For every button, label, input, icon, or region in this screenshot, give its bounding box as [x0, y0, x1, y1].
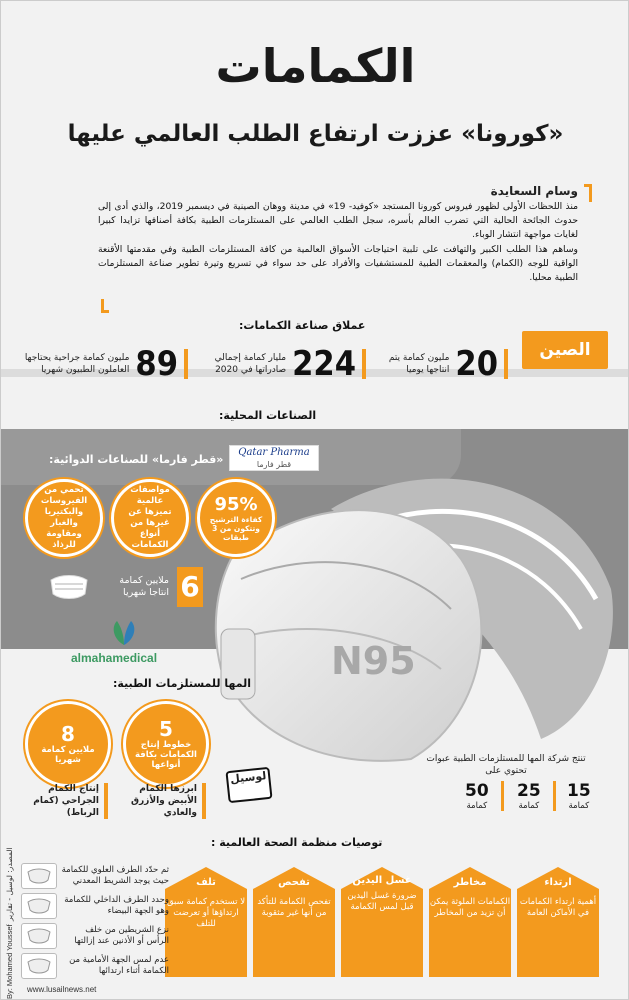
- circle-number: 5: [159, 717, 173, 741]
- china-label: الصين: [522, 331, 608, 369]
- tip-text: نزع الشريطين من خلف الرأس أو الأذنين عند إزالتها: [74, 925, 169, 946]
- card-text: لا تستخدم كمامة سبق ارتداؤها أو تعرضت للتلف: [166, 897, 246, 929]
- qty-separator: [501, 781, 504, 811]
- logo-ar: قطر فارما: [256, 460, 292, 469]
- logo-en: Qatar Pharma: [238, 447, 310, 458]
- who-tip: [21, 863, 169, 889]
- source-text: المصدر: لوسيل - تقارير: [5, 847, 14, 921]
- standards-circle: [111, 479, 189, 557]
- tip-text: وحدد الطرف الداخلي للكمامة وهو الجهة البيضاء: [64, 895, 169, 916]
- who-card-wear: [517, 867, 599, 977]
- qty-number: 25: [517, 781, 541, 801]
- qty-separator: [553, 781, 556, 811]
- who-tip: [21, 893, 169, 919]
- tip-text: ثم حدّد الطرف العلوي للكمامة حيث يوجد الشريط المعدني: [61, 865, 169, 886]
- card-text: تفحص الكمامة للتأكد من أنها غير مثقوبة: [257, 897, 331, 918]
- card-title: ارتداء: [544, 877, 572, 888]
- stat-number: 20: [455, 344, 498, 384]
- almaha-heading: المها للمستلزمات الطبية:: [113, 677, 251, 690]
- monthly-caption: ملايين كمامة انتاجا شهريا: [119, 575, 169, 598]
- stat-caption: مليون كمامة يتم انتاجها يوميا: [388, 353, 450, 375]
- qty-unit: كمامة: [568, 801, 590, 811]
- stat-caption: مليار كمامة إجمالي صادراتها في 2020: [214, 353, 287, 375]
- almaha-feature: [119, 783, 206, 819]
- who-tip: [21, 923, 169, 949]
- qty-unit: كمامة: [518, 801, 540, 811]
- card-title: تفحص: [278, 877, 310, 888]
- page-title: الكمامات: [215, 39, 416, 93]
- mask-icon: [21, 893, 57, 919]
- production-lines-circle: [123, 701, 209, 787]
- quantities-heading: تنتج شركة المها للمستلزمات الطبية عبوات تحتوي على: [426, 754, 586, 776]
- china-stat: [196, 344, 366, 384]
- lusail-badge: لوسيل: [225, 767, 272, 803]
- circle-text: كفاءة الترشيح وتتكون من 3 طبقات: [209, 514, 263, 542]
- monthly-production: [47, 567, 203, 607]
- circle-text: تحمي من الفيروسات والبكتيريا والغبار ومقاومة للرذاذ: [40, 485, 88, 550]
- byline: By: Mohamed Youssef: [5, 924, 14, 999]
- monthly-number: 6: [177, 567, 203, 607]
- qty-number: 15: [567, 781, 591, 801]
- almaha-logo: almahamedical: [71, 651, 158, 665]
- author-name: وسام السعايدة: [490, 184, 578, 198]
- qty-number: 50: [465, 781, 489, 801]
- who-card-risk: [429, 867, 511, 977]
- who-card-inspect: [253, 867, 335, 977]
- mask-icon: [47, 572, 91, 602]
- almaha-leaf-icon: [109, 619, 139, 647]
- mask-label: N95: [331, 639, 416, 683]
- feature-text: إنتاج الكمام الجراحي (كمام الرباط): [33, 784, 99, 818]
- protection-circle: [25, 479, 103, 557]
- almaha-feature: [23, 783, 108, 819]
- mask-icon: [21, 863, 57, 889]
- china-stat: [379, 344, 508, 384]
- package-qty: [567, 781, 591, 811]
- mask-icon: [21, 923, 57, 949]
- article-body: [98, 200, 578, 285]
- stat-bar: [184, 349, 188, 379]
- mask-icon: [21, 953, 57, 979]
- qatar-pharma-label: «قطر فارما» للصناعات الدوائية:: [49, 453, 224, 466]
- who-card-damage: [165, 867, 247, 977]
- feature-bar: [202, 783, 206, 819]
- card-title: غسل اليدين: [352, 875, 412, 886]
- feature-bar: [104, 783, 108, 819]
- quote-bracket-right: [584, 184, 592, 202]
- card-text: ضرورة غسل اليدين قبل لمس الكمامة: [347, 891, 417, 912]
- china-stat: [19, 344, 188, 384]
- website-url: www.lusailnews.net: [27, 985, 97, 994]
- circle-number: 95%: [214, 493, 258, 515]
- qty-unit: كمامة: [466, 801, 488, 811]
- who-card-wash: [341, 867, 423, 977]
- circle-text: خطوط إنتاج الكمامات بكافة أنواعها: [135, 740, 197, 770]
- article-paragraph: منذ اللحظات الأولى لظهور فيروس كورونا المستجد «كوفيد- 19» في مدينة ووهان الصينية في ديسمبر 2019، والذي أدى إلى حدوث الجائحة الحالية التي تضرب العالم بأسره، سجل الطلب العالمي على المستلزمات الطبية بكافة أصنافها تزايدا كبيرا لغايات مواجهة انتشار الوباء.: [98, 201, 579, 241]
- card-title: تلف: [196, 877, 216, 888]
- package-qty: [465, 781, 489, 811]
- stat-bar: [362, 349, 366, 379]
- stat-number: 89: [135, 344, 178, 384]
- giant-heading: عملاق صناعة الكمامات:: [239, 319, 366, 332]
- quote-bracket-left: [101, 299, 109, 313]
- stat-bar: [504, 349, 508, 379]
- who-tip: [21, 953, 169, 979]
- qatar-pharma-logo: [229, 445, 319, 471]
- page-subtitle: «كورونا» عززت ارتفاع الطلب العالمي عليها: [67, 121, 564, 147]
- local-heading: الصناعات المحلية:: [219, 409, 317, 422]
- article-paragraph: وساهم هذا الطلب الكبير والتهافت على تلبية احتياجات الأسواق العالمية من كافة المستلزمات الطبية وفي مقدمتها الأقنعة الواقية للوجه (الكمام) والمعقمات الطبية للمستشفيات والأفراد على حد سواء في تسريع وتيرة تطوير صناعة المستلزمات الطبية محليا.: [98, 243, 578, 284]
- circle-text: مواصفات عالمية تميزها عن غيرها من أنواع الكمامات: [128, 485, 172, 550]
- filter-efficiency-circle: [197, 479, 275, 557]
- card-title: مخاطر: [453, 877, 487, 888]
- stat-caption: مليون كمامة جراحية يحتاجها العاملون الطبيون شهريا: [24, 353, 130, 375]
- feature-text: ابرزها الكمام الأبيض والأزرق والعادي: [130, 784, 197, 818]
- tip-text: عدم لمس الجهة الأمامية من الكمامة أثناء ارتدائها: [69, 955, 169, 976]
- card-text: الكمامات الملوثة يمكن أن تزيد من المخاطر: [429, 897, 511, 918]
- stat-number: 224: [292, 344, 356, 384]
- card-text: أهمية ارتداء الكمامات في الأماكن العامة: [519, 897, 597, 918]
- circle-number: 8: [61, 722, 75, 746]
- package-qty: [517, 781, 541, 811]
- circle-text: ملايين كمامة شهريا: [41, 745, 95, 765]
- who-heading: توصيات منظمة الصحة العالمية :: [211, 836, 383, 849]
- monthly-masks-circle: [25, 701, 111, 787]
